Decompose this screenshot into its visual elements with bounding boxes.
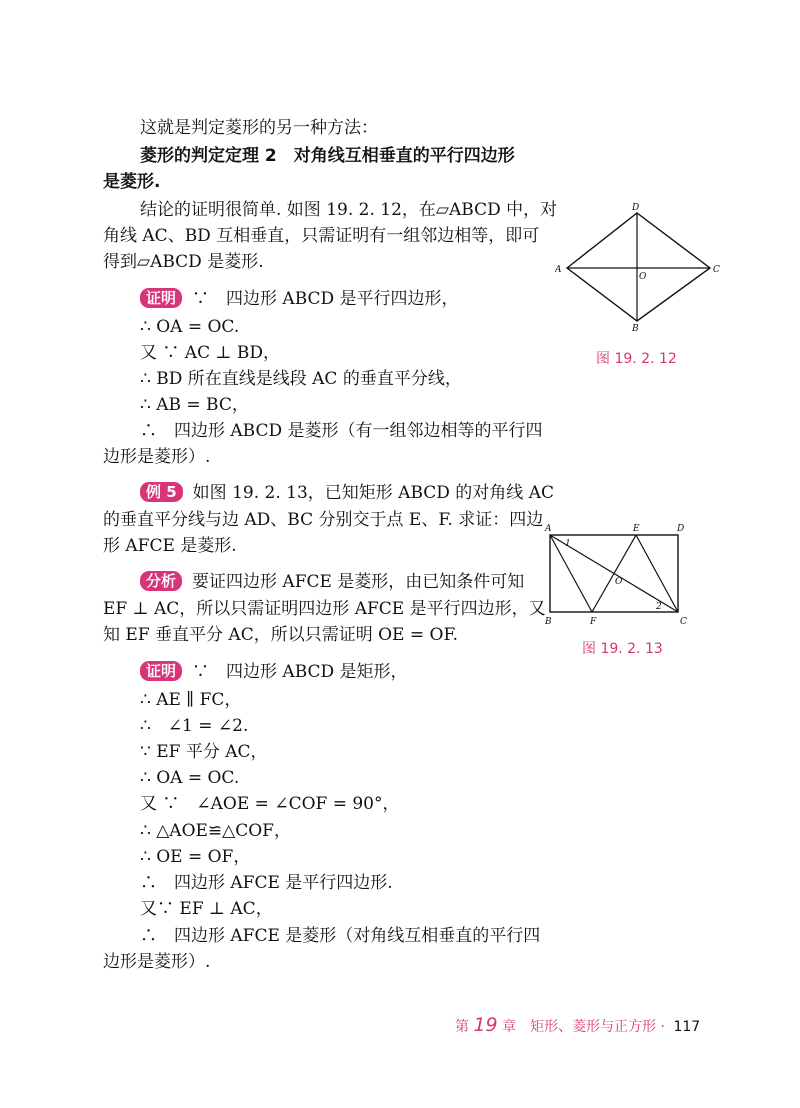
example-line-3: 形 AFCE 是菱形.: [103, 536, 237, 556]
proof2-line-12: 边形是菱形）.: [103, 952, 211, 972]
analysis-line-2: EF ⊥ AC，所以只需证明四边形 AFCE 是平行四边形，又: [103, 599, 546, 619]
example-line-1: [140, 482, 554, 504]
label-a: A: [555, 265, 562, 275]
figure-1-caption: 图 19. 2. 12: [596, 351, 677, 367]
proof-text-1: ∵ 四边形 ABCD 是平行四边形，: [192, 289, 459, 309]
figure-2-caption: 图 19. 2. 13: [582, 641, 663, 657]
label-b: B: [632, 324, 639, 334]
segment-ec: [636, 535, 678, 612]
proof2-line-10: 又∵ EF ⊥ AC，: [140, 899, 273, 919]
proof2-line-7: ∴ △AOE≌△COF，: [140, 821, 291, 841]
proof-line-6: ∴ 四边形 ABCD 是菱形（有一组邻边相等的平行四: [140, 421, 543, 441]
label-b: B: [545, 617, 552, 627]
proof2-line-8: ∴ OE = OF，: [140, 847, 251, 867]
theorem-line-2: 是菱形.: [103, 172, 161, 192]
label-angle-1: 1: [565, 539, 571, 549]
label-c: C: [680, 617, 687, 627]
para-line-2: 角线 AC、BD 互相垂直，只需证明有一组邻边相等，即可: [103, 226, 540, 246]
proof2-line-4: ∵ EF 平分 AC，: [140, 742, 268, 762]
para-line-3: 得到▱ABCD 是菱形.: [103, 252, 264, 272]
proof-line-1: [140, 288, 459, 310]
analysis-line-3: 知 EF 垂直平分 AC，所以只需证明 OE = OF.: [103, 625, 458, 645]
proof2-line-2: ∴ AE ∥ FC，: [140, 690, 242, 710]
proof2-line-1: [140, 661, 408, 683]
page-footer: [455, 1014, 700, 1036]
rhombus-outline: [567, 213, 710, 321]
label-angle-2: 2: [656, 602, 662, 612]
para-line-1: 结论的证明很简单. 如图 19. 2. 12，在▱ABCD 中，对: [140, 200, 558, 220]
analysis-tag: 分析: [140, 571, 182, 591]
chapter-number: 19: [473, 1014, 498, 1036]
intro-line: 这就是判定菱形的另一种方法：: [140, 118, 378, 138]
figure-rectangle: [540, 518, 700, 630]
chapter-prefix: 第: [455, 1019, 469, 1035]
proof-tag: 证明: [140, 288, 182, 308]
label-f: F: [590, 617, 597, 627]
proof-line-5: ∴ AB = BC，: [140, 395, 249, 415]
label-e: E: [633, 524, 640, 534]
segment-af: [550, 535, 592, 612]
figure-rhombus: [555, 200, 725, 335]
label-c: C: [713, 265, 720, 275]
chapter-title: 章 矩形、菱形与正方形 ·: [502, 1019, 665, 1035]
label-d: D: [677, 524, 685, 534]
proof2-line-5: ∴ OA = OC.: [140, 768, 240, 788]
proof-line-2: ∴ OA = OC.: [140, 317, 240, 337]
analysis-line-1: [140, 571, 524, 593]
label-a: A: [545, 524, 552, 534]
theorem-line-1: 菱形的判定定理 2 对角线互相垂直的平行四边形: [140, 146, 515, 166]
proof2-text-1: ∵ 四边形 ABCD 是矩形，: [192, 662, 408, 682]
page-number: 117: [673, 1019, 701, 1035]
segment-fe: [592, 535, 636, 612]
example-line-2: 的垂直平分线与边 AD、BC 分别交于点 E、F. 求证：四边: [103, 510, 544, 530]
label-o: O: [615, 577, 623, 587]
proof-line-3: 又 ∵ AC ⊥ BD，: [140, 343, 281, 363]
proof2-line-3: ∴ ∠1 = ∠2.: [140, 716, 249, 736]
proof2-tag: 证明: [140, 661, 182, 681]
label-o: O: [639, 272, 647, 282]
proof2-line-9: ∴ 四边形 AFCE 是平行四边形.: [140, 873, 393, 893]
proof2-line-6: 又 ∵ ∠AOE = ∠COF = 90°，: [140, 794, 400, 814]
label-d: D: [632, 203, 640, 213]
proof-line-7: 边形是菱形）.: [103, 447, 211, 467]
example-text-1: 如图 19. 2. 13，已知矩形 ABCD 的对角线 AC: [192, 483, 554, 503]
example-tag: 例 5: [140, 482, 183, 502]
proof-line-4: ∴ BD 所在直线是线段 AC 的垂直平分线，: [140, 369, 462, 389]
proof2-line-11: ∴ 四边形 AFCE 是菱形（对角线互相垂直的平行四: [140, 926, 541, 946]
analysis-text-1: 要证四边形 AFCE 是菱形，由已知条件可知: [192, 572, 525, 592]
